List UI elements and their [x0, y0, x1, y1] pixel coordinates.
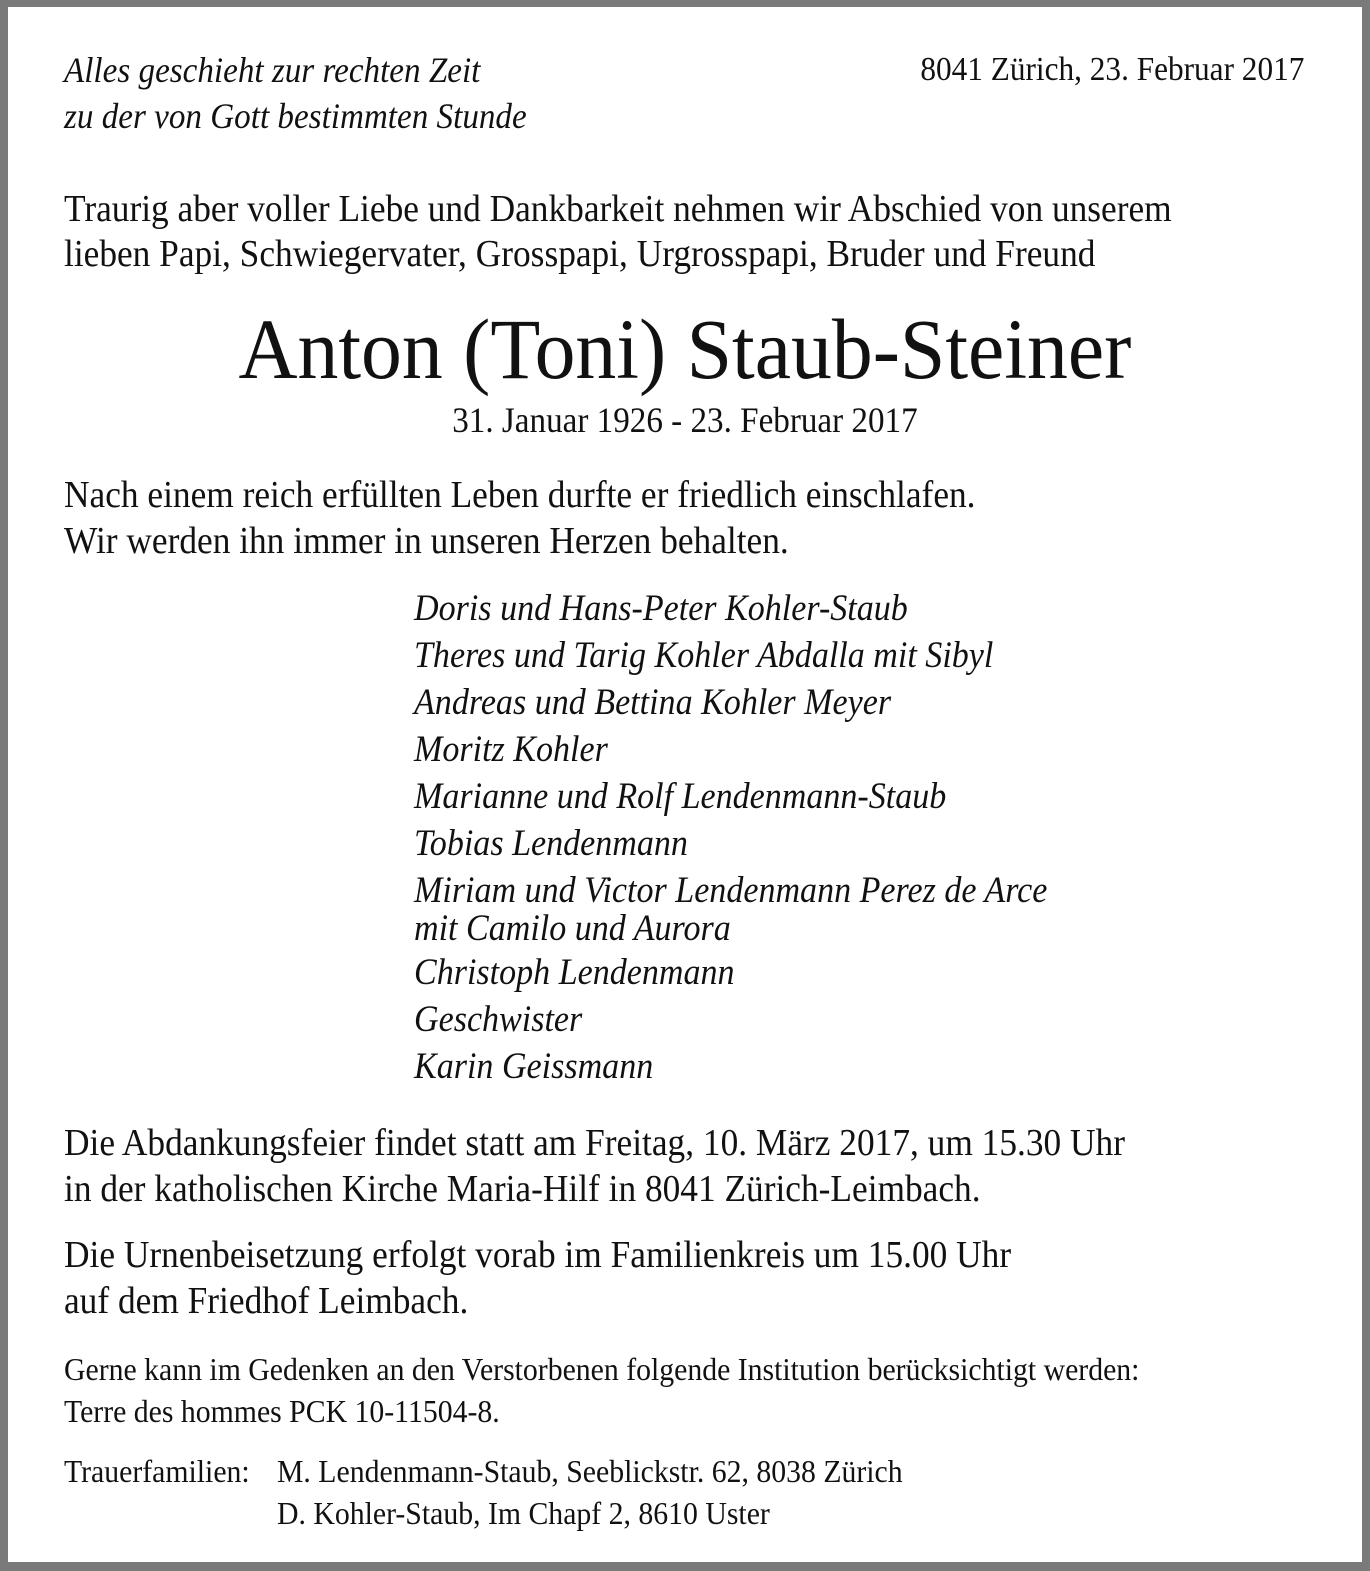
farewell-line: Wir werden ihn immer in unseren Herzen behalten.	[64, 520, 789, 562]
intro-line: Traurig aber voller Liebe und Dankbarkeit nehmen wir Abschied von unserem	[64, 188, 1172, 230]
family-member: Geschwister	[414, 999, 583, 1040]
obituary-notice	[8, 7, 1362, 1562]
deceased-name: Anton (Toni) Staub-Steiner	[238, 301, 1132, 397]
donation-line: Terre des hommes PCK 10-11504-8.	[64, 1393, 500, 1429]
farewell-line: Nach einem reich erfüllten Leben durfte er friedlich einschlafen.	[64, 474, 976, 516]
mourning-families	[64, 1450, 903, 1534]
lifespan-row	[8, 397, 1362, 443]
family-member: Doris und Hans-Peter Kohler-Staub	[414, 588, 908, 629]
mourner-row	[64, 1450, 903, 1492]
family-member: Theres und Tarig Kohler Abdalla mit Sibyl	[414, 635, 994, 676]
mourner-address: D. Kohler-Staub, Im Chapf 2, 8610 Uster	[276, 1495, 770, 1531]
ceremony-line: in der katholischen Kirche Maria-Hilf in 8041 Zürich-Leimbach.	[64, 1168, 981, 1210]
family-member: Karin Geissmann	[414, 1046, 654, 1087]
family-member: Andreas und Bettina Kohler Meyer	[414, 682, 892, 723]
urn-burial-info	[64, 1232, 1011, 1324]
motto-line: Alles geschieht zur rechten Zeit	[64, 50, 481, 90]
family-member: Christoph Lendenmann	[414, 952, 735, 993]
deceased-name-heading	[8, 299, 1362, 399]
mourner-address: M. Lendenmann-Staub, Seeblickstr. 62, 8038 Zürich	[276, 1453, 903, 1489]
family-member: Miriam und Victor Lendenmann Perez de Arce	[414, 870, 1048, 911]
farewell-text	[64, 472, 976, 564]
urn-line: Die Urnenbeisetzung erfolgt vorab im Familienkreis um 15.00 Uhr	[64, 1234, 1012, 1276]
intro-line: lieben Papi, Schwiegervater, Grosspapi, Urgrosspapi, Bruder und Freund	[64, 233, 1096, 275]
mourners-label: Trauerfamilien:	[64, 1453, 250, 1489]
family-member: Tobias Lendenmann	[414, 823, 688, 864]
ceremony-info	[64, 1120, 1125, 1212]
family-member: Moritz Kohler	[414, 729, 608, 770]
family-list	[414, 585, 1047, 1090]
mourners-label-spacer	[64, 1492, 277, 1534]
ceremony-line: Die Abdankungsfeier findet statt am Freitag, 10. März 2017, um 15.30 Uhr	[64, 1122, 1125, 1164]
dateline: 8041 Zürich, 23. Februar 2017	[920, 51, 1304, 88]
intro-text	[64, 187, 1172, 277]
donation-info	[64, 1348, 1139, 1432]
mourner-row	[64, 1492, 903, 1534]
donation-line: Gerne kann im Gedenken an den Verstorbenen folgende Institution berücksichtigt werden:	[64, 1351, 1140, 1387]
family-member-continuation: mit Camilo und Aurora	[414, 908, 731, 949]
urn-line: auf dem Friedhof Leimbach.	[64, 1280, 469, 1322]
family-member: Marianne und Rolf Lendenmann-Staub	[414, 776, 947, 817]
motto	[64, 47, 527, 139]
lifespan: 31. Januar 1926 - 23. Februar 2017	[452, 400, 918, 440]
motto-line: zu der von Gott bestimmten Stunde	[64, 96, 527, 136]
